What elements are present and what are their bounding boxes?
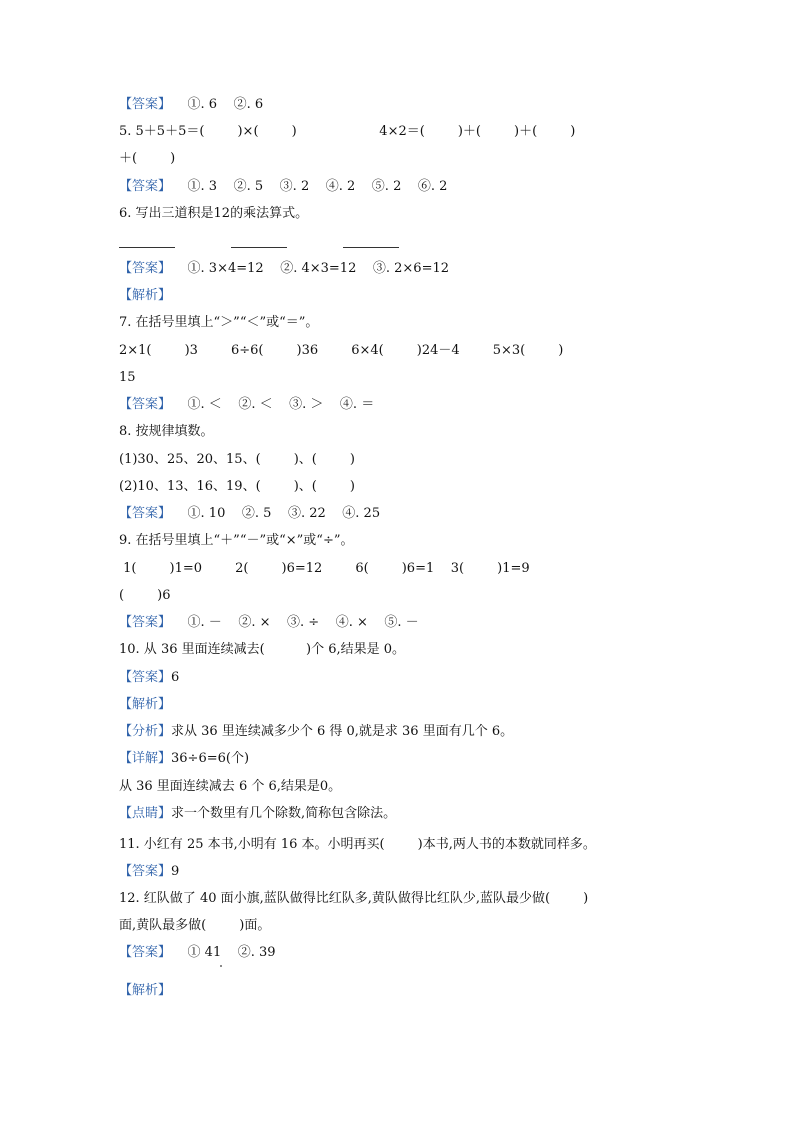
answer-values: ①. ＜ ②. ＜ ③. ＞ ④. ＝ xyxy=(171,397,375,412)
analysis-tag-12: 【解析】 xyxy=(119,983,172,998)
question-12: 12. 红队做了 40 面小旗,蓝队做得比红队多,黄队做得比红队少,蓝队最少做( ) xyxy=(119,891,589,906)
answer-tag: 【答案】 xyxy=(119,506,172,521)
remark-text: 求一个数里有几个除数,简称包含除法。 xyxy=(171,806,397,821)
detail-line xyxy=(119,751,249,767)
answer-line-12 xyxy=(119,945,276,961)
detail-conclusion: 从 36 里面连续减去 6 个 6,结果是0。 xyxy=(119,779,342,794)
detail-label: 【详解】 xyxy=(119,751,172,766)
answer-tag: 【答案】 xyxy=(119,179,172,194)
question-8: 8. 按规律填数。 xyxy=(119,424,214,439)
answer-values: ①. 6 ②. 6 xyxy=(171,97,264,112)
question-9: 9. 在括号里填上“＋”“－”或“×”或“÷”。 xyxy=(119,533,354,548)
answer-line-4 xyxy=(119,97,263,113)
remark-line xyxy=(119,806,396,822)
answer-line-9 xyxy=(119,615,419,631)
answer-values: ①. 3 ②. 5 ③. 2 ④. 2 ⑤. 2 ⑥. 2 xyxy=(171,179,448,194)
analysis-label: 【分析】 xyxy=(119,724,172,739)
stray-dot xyxy=(220,965,222,967)
remark-label: 【点睛】 xyxy=(119,806,172,821)
detail-text: 36÷6=6(个) xyxy=(171,751,250,766)
answer-line-10 xyxy=(119,670,179,686)
question-7: 7. 在括号里填上“＞”“＜”或“＝”。 xyxy=(119,315,319,330)
question-5-cont: ＋( ) xyxy=(119,151,176,166)
answer-tag: 【答案】 xyxy=(119,670,172,685)
answer-tag: 【答案】 xyxy=(119,615,172,630)
answer-line-8 xyxy=(119,506,380,522)
answer-values: 9 xyxy=(171,864,180,879)
answer-values: ①. 3×4=12 ②. 4×3=12 ③. 2×6=12 xyxy=(171,261,450,276)
question-5: 5. 5＋5＋5＝( )×( ) 4×2＝( )＋( )＋( ) xyxy=(119,124,576,139)
answer-values: ① 41 ②. 39 xyxy=(171,945,276,960)
answer-line-5 xyxy=(119,179,447,195)
answer-line-7 xyxy=(119,397,374,413)
analysis-line xyxy=(119,724,513,740)
answer-tag: 【答案】 xyxy=(119,97,172,112)
question-9-items: 1( )1=0 2( )6=12 6( )6=1 3( )1=9 xyxy=(119,561,530,576)
answer-tag: 【答案】 xyxy=(119,945,172,960)
question-10: 10. 从 36 里面连续减去( )个 6,结果是 0。 xyxy=(119,642,406,657)
answer-blank-3 xyxy=(343,247,399,248)
answer-tag: 【答案】 xyxy=(119,397,172,412)
question-7-items: 2×1( )3 6÷6( )36 6×4( )24－4 5×3( ) xyxy=(119,343,564,358)
question-11: 11. 小红有 25 本书,小明有 16 本。小明再买( )本书,两人书的本数就同样多。 xyxy=(119,837,596,852)
analysis-tag-6: 【解析】 xyxy=(119,288,172,303)
answer-blank-1 xyxy=(119,247,175,248)
analysis-tag-10: 【解析】 xyxy=(119,697,172,712)
question-7-cont: 15 xyxy=(119,370,136,385)
question-8-part-2: (2)10、13、16、19、( )、( ) xyxy=(119,479,355,494)
question-8-part-1: (1)30、25、20、15、( )、( ) xyxy=(119,452,355,467)
answer-blank-2 xyxy=(231,247,287,248)
answer-values: ①. － ②. × ③. ÷ ④. × ⑤. － xyxy=(171,615,419,630)
answer-values: ①. 10 ②. 5 ③. 22 ④. 25 xyxy=(171,506,381,521)
question-9-cont: ( )6 xyxy=(119,588,171,603)
question-12-cont: 面,黄队最多做( )面。 xyxy=(119,918,271,933)
answer-values: 6 xyxy=(171,670,180,685)
answer-tag: 【答案】 xyxy=(119,261,172,276)
answer-tag: 【答案】 xyxy=(119,864,172,879)
question-6: 6. 写出三道积是12的乘法算式。 xyxy=(119,206,309,221)
answer-line-6 xyxy=(119,261,449,277)
analysis-text: 求从 36 里连续减多少个 6 得 0,就是求 36 里面有几个 6。 xyxy=(171,724,514,739)
answer-line-11 xyxy=(119,864,179,880)
